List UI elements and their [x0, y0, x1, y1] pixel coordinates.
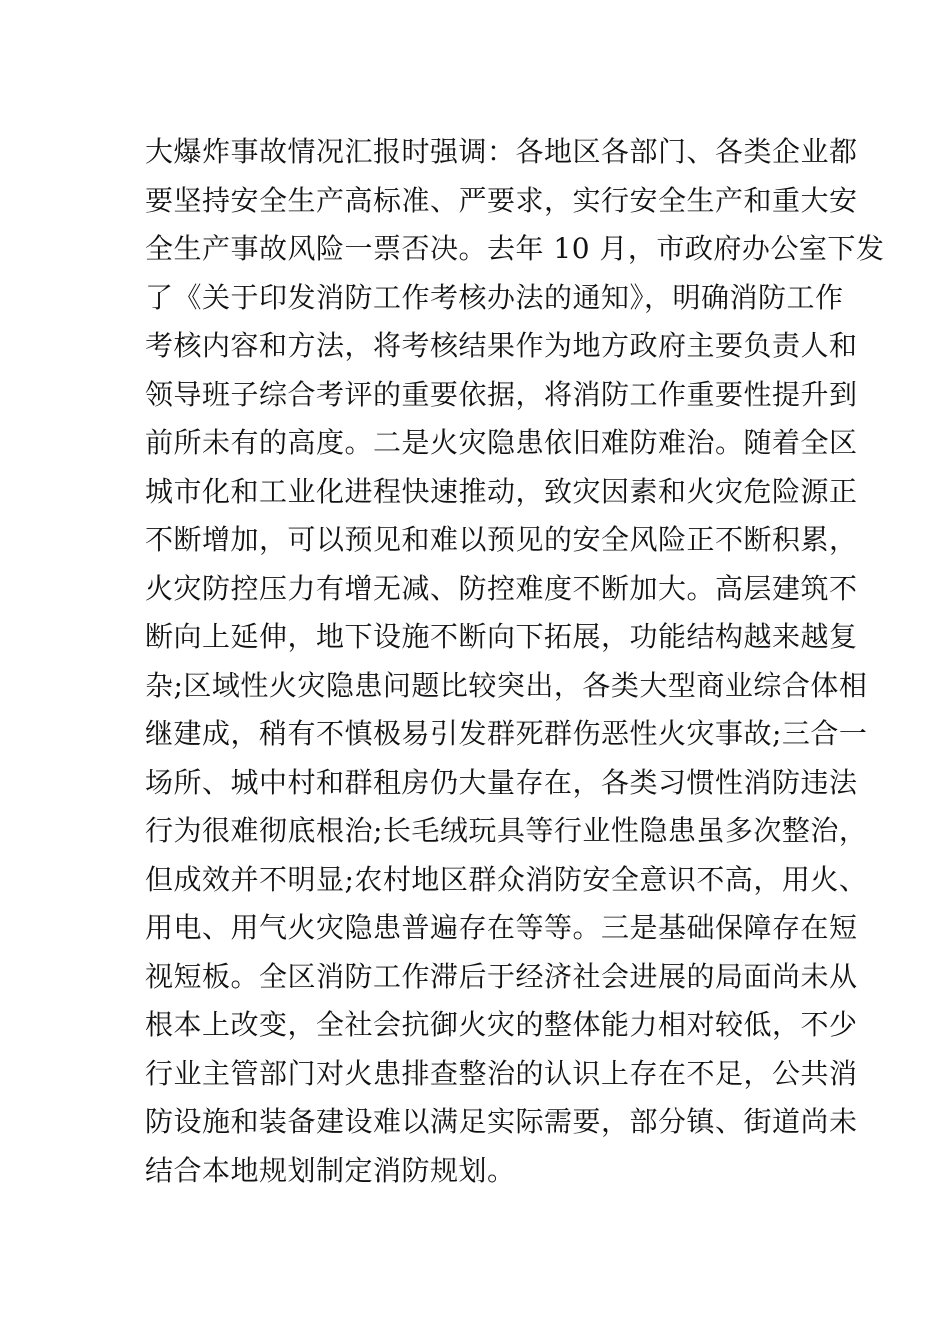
text-line-18: 视短板。全区消防工作滞后于经济社会进展的局面尚未从 [145, 959, 858, 993]
text-line-2: 要坚持安全生产高标准、严要求，实行安全生产和重大安 [145, 183, 858, 217]
text-line-3: 全生产事故风险一票否决。去年 10 月，市政府办公室下发 [145, 232, 885, 265]
text-line-12: 杂;区域性火灾隐患问题比较突出，各类大型商业综合体相 [145, 668, 868, 702]
body-paragraph [145, 128, 885, 1195]
text-line-1: 大爆炸事故情况汇报时强调：各地区各部门、各类企业都 [145, 135, 858, 168]
text-line-9: 不断增加，可以预见和难以预见的安全风险正不断积累， [145, 523, 858, 556]
text-line-4: 了《关于印发消防工作考核办法的通知》，明确消防工作 [145, 280, 844, 314]
text-line-19: 根本上改变，全社会抗御火灾的整体能力相对较低，不少 [145, 1008, 858, 1041]
text-line-14: 场所、城中村和群租房仍大量存在，各类习惯性消防违法 [145, 765, 858, 799]
text-line-21: 防设施和装备建设难以满足实际需要，部分镇、街道尚未 [145, 1105, 858, 1138]
text-line-6: 领导班子综合考评的重要依据，将消防工作重要性提升到 [145, 377, 858, 411]
text-line-15: 行为很难彻底根治;长毛绒玩具等行业性隐患虽多次整治， [145, 814, 868, 847]
text-line-10: 火灾防控压力有增无减、防控难度不断加大。高层建筑不 [145, 571, 858, 605]
text-line-7: 前所未有的高度。二是火灾隐患依旧难防难治。随着全区 [145, 426, 858, 459]
text-line-13: 继建成，稍有不慎极易引发群死群伤恶性火灾事故;三合一 [145, 717, 868, 750]
text-line-20: 行业主管部门对火患排查整治的认识上存在不足，公共消 [145, 1056, 858, 1090]
text-line-11: 断向上延伸，地下设施不断向下拓展，功能结构越来越复 [145, 620, 858, 653]
text-line-5: 考核内容和方法，将考核结果作为地方政府主要负责人和 [145, 329, 858, 362]
text-line-17: 用电、用气火灾隐患普遍存在等等。三是基础保障存在短 [145, 911, 858, 944]
text-line-22: 结合本地规划制定消防规划。 [145, 1153, 516, 1187]
text-line-8: 城市化和工业化进程快速推动，致灾因素和火灾危险源正 [145, 474, 858, 508]
text-line-16: 但成效并不明显;农村地区群众消防安全意识不高，用火、 [145, 862, 868, 896]
